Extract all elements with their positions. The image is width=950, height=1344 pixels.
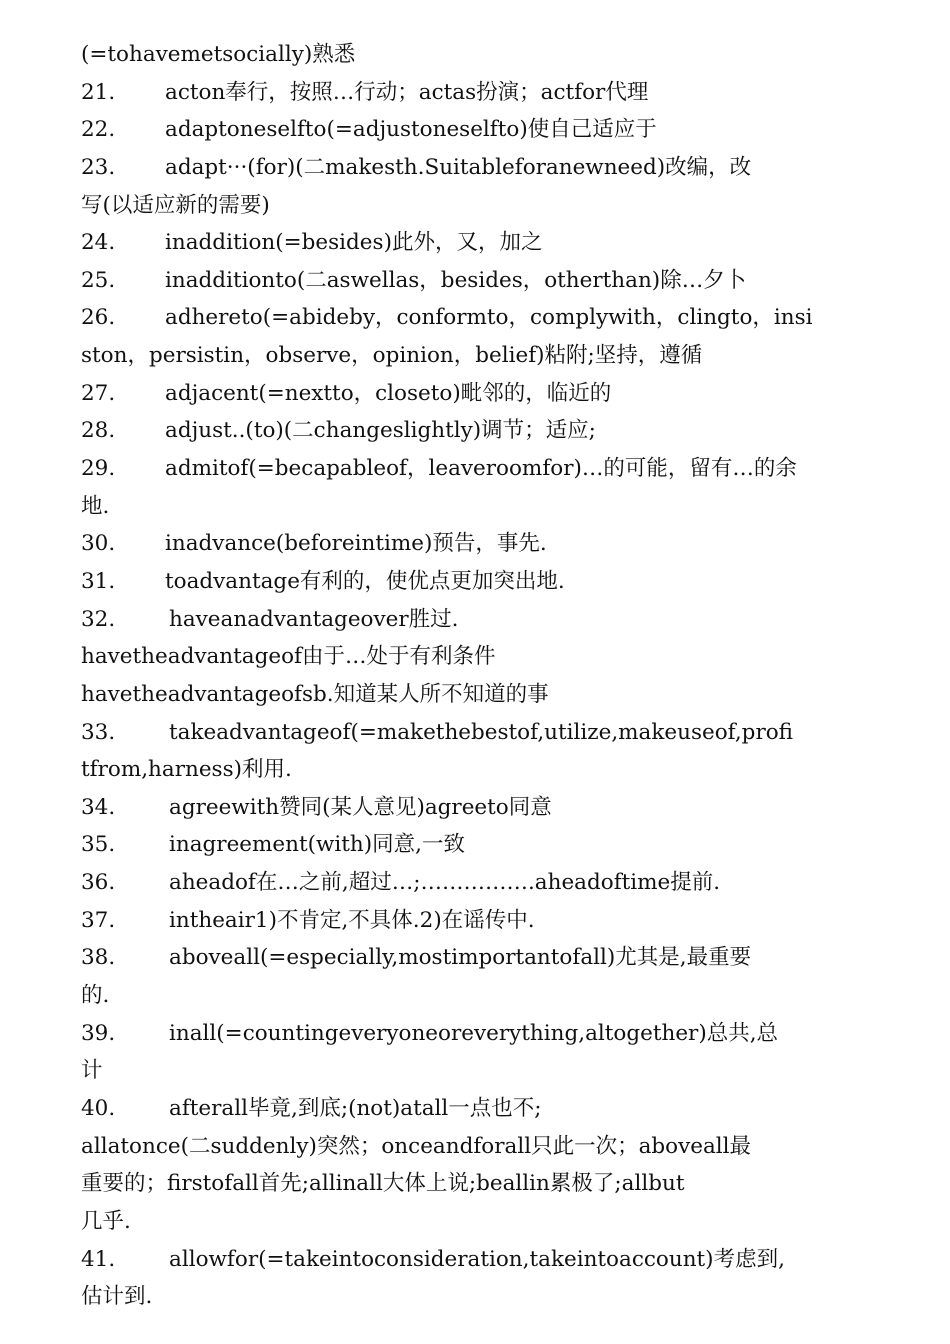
entry-number: 39. xyxy=(81,1020,116,1046)
entry-text: haveanadvantageover胜过. xyxy=(169,606,459,632)
line-continuation xyxy=(81,676,881,714)
entry-34 xyxy=(81,789,881,827)
entry-23 xyxy=(81,149,881,187)
line-text: ston，persistin，observe，opinion，belief)粘附;坚持，遵循 xyxy=(81,343,703,369)
entry-number: 33. xyxy=(81,719,116,745)
entry-37 xyxy=(81,902,881,940)
entry-number: 40. xyxy=(81,1095,116,1121)
entry-number: 22. xyxy=(81,117,116,143)
line-continuation xyxy=(81,1278,881,1316)
entry-number: 27. xyxy=(81,380,116,406)
entry-number: 23. xyxy=(81,154,116,180)
entry-number: 32. xyxy=(81,606,116,632)
entry-text: inaddition(=besides)此外，又，加之 xyxy=(165,230,543,256)
line-text: 重要的；firstofall首先;allinall大体上说;beallin累极了;allbut xyxy=(81,1171,685,1197)
entry-35 xyxy=(81,826,881,864)
line-continuation xyxy=(81,187,881,225)
entry-text: inall(=countingeveryoneoreverything,altogether)总共,总 xyxy=(169,1020,779,1046)
entry-number: 26. xyxy=(81,305,116,331)
entry-number: 29. xyxy=(81,456,116,482)
entry-40 xyxy=(81,1090,881,1128)
entry-text: agreewith赞同(某人意见)agreeto同意 xyxy=(169,794,552,820)
entry-text: aheadof在…之前,超过…;…………….aheadoftime提前. xyxy=(169,870,721,896)
entry-number: 41. xyxy=(81,1246,116,1272)
line-text: 地. xyxy=(81,493,110,519)
document-page xyxy=(81,36,881,1316)
entry-text: adjust..(to)(二changeslightly)调节；适应; xyxy=(165,418,596,444)
entry-25 xyxy=(81,262,881,300)
entry-21 xyxy=(81,74,881,112)
entry-number: 38. xyxy=(81,945,116,971)
entry-text: afterall毕竟,到底;(not)atall一点也不; xyxy=(169,1095,542,1121)
entry-text: intheair1)不肯定,不具体.2)在谣传中. xyxy=(169,907,535,933)
entry-28 xyxy=(81,412,881,450)
entry-31 xyxy=(81,563,881,601)
line-continuation xyxy=(81,1052,881,1090)
entry-29 xyxy=(81,450,881,488)
entry-text: toadvantage有利的，使优点更加突出地. xyxy=(165,568,565,594)
line-text: havetheadvantageofsb.知道某人所不知道的事 xyxy=(81,681,549,707)
line-continuation xyxy=(81,1165,881,1203)
line-text: (=tohavemetsocially)熟悉 xyxy=(81,42,356,67)
line-continuation xyxy=(81,1203,881,1241)
entry-38 xyxy=(81,939,881,977)
entry-26 xyxy=(81,299,881,337)
entry-text: admitof(=becapableof，leaveroomfor)…的可能，留有…的余 xyxy=(165,456,797,482)
entry-text: adhereto(=abideby，conformto，complywith，clingto，insi xyxy=(165,305,813,331)
entry-number: 24. xyxy=(81,230,116,256)
entry-number: 28. xyxy=(81,418,116,444)
line-continuation xyxy=(81,1128,881,1166)
entry-30 xyxy=(81,525,881,563)
entry-text: inagreement(with)同意,一致 xyxy=(169,832,466,858)
entry-36 xyxy=(81,864,881,902)
entry-number: 37. xyxy=(81,907,116,933)
entry-text: allowfor(=takeintoconsideration,takeintoaccount)考虑到, xyxy=(169,1246,785,1272)
entry-number: 21. xyxy=(81,79,116,105)
entry-number: 36. xyxy=(81,870,116,896)
entry-text: acton奉行，按照…行动；actas扮演；actfor代理 xyxy=(165,79,649,105)
line-continuation xyxy=(81,337,881,375)
line-text: 估计到. xyxy=(81,1284,153,1310)
line-text: 计 xyxy=(81,1058,103,1084)
line-continuation xyxy=(81,638,881,676)
line-text: 几乎. xyxy=(81,1208,131,1234)
line-text: allatonce(二suddenly)突然；onceandforall只此一次；aboveall最 xyxy=(81,1133,752,1159)
entry-27 xyxy=(81,375,881,413)
line-text: 写(以适应新的需要) xyxy=(81,192,270,218)
entry-number: 35. xyxy=(81,832,116,858)
entry-text: inadditionto(二aswellas，besides，otherthan)除…夕卜 xyxy=(165,267,747,293)
entry-33 xyxy=(81,714,881,752)
line-continuation xyxy=(81,751,881,789)
line-continuation xyxy=(81,488,881,526)
entry-41 xyxy=(81,1241,881,1279)
entry-text: aboveall(=especially,mostimportantofall)尤其是,最重要 xyxy=(169,945,752,971)
line-text: havetheadvantageof由于…处于有利条件 xyxy=(81,644,496,670)
entry-text: adaptoneselfto(=adjustoneselfto)使自己适应于 xyxy=(165,117,657,143)
line-text: tfrom,harness)利用. xyxy=(81,757,292,783)
line-continuation xyxy=(81,977,881,1015)
entry-32 xyxy=(81,601,881,639)
entry-22 xyxy=(81,111,881,149)
entry-24 xyxy=(81,224,881,262)
entry-number: 25. xyxy=(81,267,116,293)
entry-text: adjacent(=nextto，closeto)毗邻的，临近的 xyxy=(165,380,612,406)
line-text: 的. xyxy=(81,983,110,1009)
entry-text: takeadvantageof(=makethebestof,utilize,makeuseof,profi xyxy=(169,719,794,745)
entry-39 xyxy=(81,1015,881,1053)
entry-text: adapt···(for)(二makesth.Suitableforanewneed)改编，改 xyxy=(165,154,752,180)
entry-number: 30. xyxy=(81,531,116,557)
entry-number: 31. xyxy=(81,568,116,594)
line-continuation xyxy=(81,36,881,74)
entry-number: 34. xyxy=(81,794,116,820)
entry-text: inadvance(beforeintime)预告，事先. xyxy=(165,531,547,557)
